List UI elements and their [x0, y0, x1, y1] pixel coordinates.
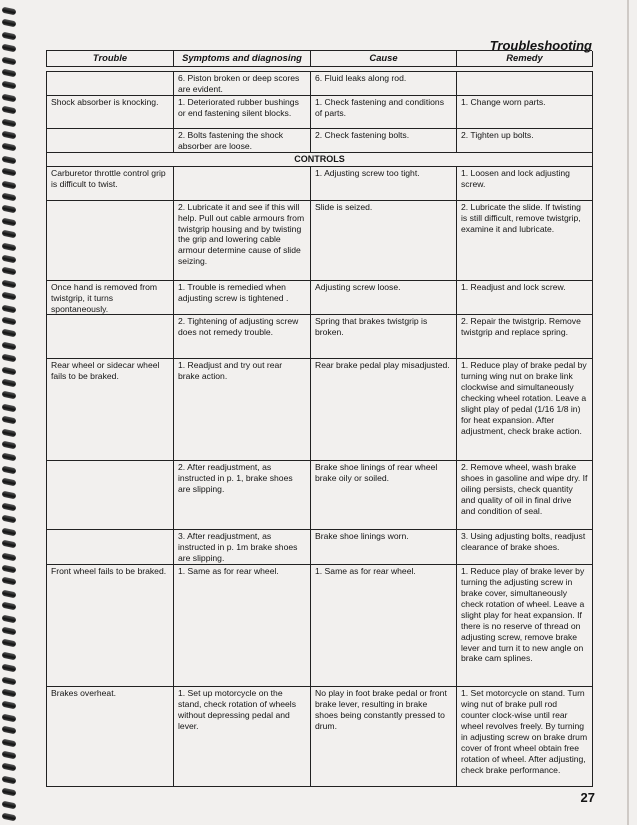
trouble-cell	[47, 72, 174, 96]
binding-coil	[2, 342, 17, 351]
binding-coil	[2, 391, 17, 400]
symptoms-cell: 3. After readjustment, as instructed in p. 1m brake shoes are slipping.	[174, 530, 311, 565]
cause-cell: Brake shoe linings of rear wheel brake oily or soiled.	[311, 461, 457, 530]
binding-coil	[2, 243, 17, 252]
binding-coil	[2, 218, 17, 227]
header-trouble: Trouble	[47, 51, 174, 67]
binding-coil	[2, 478, 17, 487]
page-number: 27	[580, 790, 595, 805]
remedy-cell: 1. Reduce play of brake lever by turning the adjusting screw in brake cover, simultaneously check rotation of wheel. Leave a slight play for heat expansion. If there is no reserve of thread on adjusting screw, remove brake lever and turn it to new angle on brake cam splines.	[457, 565, 593, 687]
binding-coil	[2, 416, 17, 425]
binding-coil	[2, 602, 17, 611]
binding-coil	[2, 639, 17, 648]
cause-cell: 1. Check fastening and conditions of parts.	[311, 95, 457, 128]
binding-coil	[2, 763, 17, 772]
symptoms-cell: 2. Tightening of adjusting screw does not remedy trouble.	[174, 315, 311, 359]
binding-coil	[2, 652, 17, 661]
trouble-cell: Brakes overheat.	[47, 687, 174, 787]
binding-coil	[2, 553, 17, 562]
table-row	[47, 687, 593, 787]
cause-cell: Spring that brakes twistgrip is broken.	[311, 315, 457, 359]
cause-cell: 1. Same as for rear wheel.	[311, 565, 457, 687]
table-row	[47, 72, 593, 96]
binding-coil	[2, 69, 17, 78]
cause-cell: 6. Fluid leaks along rod.	[311, 72, 457, 96]
binding-coil	[2, 193, 17, 202]
binding-coil	[2, 441, 17, 450]
binding-coil	[2, 503, 17, 512]
binding-coil	[2, 491, 17, 500]
table-row	[47, 315, 593, 359]
binding-coil	[2, 404, 17, 413]
binding-coil	[2, 156, 17, 165]
table-row	[47, 166, 593, 200]
symptoms-cell: 2. Lubricate it and see if this will help. Pull out cable armours from twistgrip housing and by twisting the grip and lowering cable armour determine cause of slide seizing.	[174, 200, 311, 280]
binding-coil	[2, 354, 17, 363]
trouble-cell: Rear wheel or sidecar wheel fails to be braked.	[47, 359, 174, 461]
binding-coil	[2, 801, 17, 810]
binding-coil	[2, 528, 17, 537]
trouble-cell: Carburetor throttle control grip is difficult to twist.	[47, 166, 174, 200]
remedy-cell: 1. Readjust and lock screw.	[457, 280, 593, 315]
symptoms-cell: 1. Same as for rear wheel.	[174, 565, 311, 687]
section-title: Troubleshooting	[489, 38, 592, 53]
table-row	[47, 530, 593, 565]
cause-cell: No play in foot brake pedal or front brake lever, resulting in brake shoes being constantly pressed to drum.	[311, 687, 457, 787]
binding-coil	[2, 44, 17, 53]
binding-coil	[2, 776, 17, 785]
binding-coil	[2, 677, 17, 686]
binding-coil	[2, 714, 17, 723]
page-edge	[627, 0, 629, 825]
trouble-cell: Once hand is removed from twistgrip, it turns spontaneously.	[47, 280, 174, 315]
section-label-controls: CONTROLS	[47, 152, 593, 166]
table-row	[47, 461, 593, 530]
remedy-cell: 2. Remove wheel, wash brake shoes in gasoline and wipe dry. If oiling persists, check quantity and quality of oil in final drive and condition of seal.	[457, 461, 593, 530]
spiral-binding	[0, 0, 26, 825]
binding-coil	[2, 689, 17, 698]
remedy-cell: 1. Loosen and lock adjusting screw.	[457, 166, 593, 200]
binding-coil	[2, 305, 17, 314]
remedy-cell: 1. Reduce play of brake pedal by turning wing nut on brake link clockwise and simultaneously checking wheel rotation. Leave a slight play of pedal (1/16 1/8 in) for heat expansion. After adjustment, check brake action.	[457, 359, 593, 461]
binding-coil	[2, 590, 17, 599]
cause-cell: Rear brake pedal play misadjusted.	[311, 359, 457, 461]
binding-coil	[2, 94, 17, 103]
symptoms-cell: 1. Deteriorated rubber bushings or end fastening silent blocks.	[174, 95, 311, 128]
header-cause: Cause	[311, 51, 457, 67]
binding-coil	[2, 515, 17, 524]
table-row	[47, 200, 593, 280]
symptoms-cell	[174, 166, 311, 200]
binding-coil	[2, 751, 17, 760]
header-remedy: Remedy	[457, 51, 593, 67]
binding-coil	[2, 143, 17, 152]
section-row-controls	[47, 152, 593, 166]
binding-coil	[2, 540, 17, 549]
table-row	[47, 359, 593, 461]
trouble-cell	[47, 461, 174, 530]
table-row	[47, 128, 593, 152]
symptoms-cell: 6. Piston broken or deep scores are evident.	[174, 72, 311, 96]
binding-coil	[2, 615, 17, 624]
binding-coil	[2, 131, 17, 140]
binding-coil	[2, 32, 17, 41]
symptoms-cell: 2. Bolts fastening the shock absorber are loose.	[174, 128, 311, 152]
binding-coil	[2, 701, 17, 710]
trouble-cell	[47, 530, 174, 565]
header-symptoms: Symptoms and diagnosing	[174, 51, 311, 67]
binding-coil	[2, 453, 17, 462]
binding-coil	[2, 168, 17, 177]
binding-coil	[2, 664, 17, 673]
binding-coil	[2, 7, 17, 16]
remedy-cell: 3. Using adjusting bolts, readjust clearance of brake shoes.	[457, 530, 593, 565]
trouble-cell	[47, 315, 174, 359]
table-row	[47, 280, 593, 315]
table-row	[47, 95, 593, 128]
binding-coil	[2, 119, 17, 128]
cause-cell: Slide is seized.	[311, 200, 457, 280]
remedy-cell: 1. Change worn parts.	[457, 95, 593, 128]
binding-coil	[2, 81, 17, 90]
cause-cell: Adjusting screw loose.	[311, 280, 457, 315]
remedy-cell: 2. Tighten up bolts.	[457, 128, 593, 152]
binding-coil	[2, 19, 17, 28]
table-row	[47, 565, 593, 687]
remedy-cell: 1. Set motorcycle on stand. Turn wing nut of brake pull rod counter clock-wise until rear wheel revolves freely. By turning in adjusting screw on brake drum cover of front wheel obtain free rotation of wheel. After adjusting, check brake performance.	[457, 687, 593, 787]
cause-cell: Brake shoe linings worn.	[311, 530, 457, 565]
binding-coil	[2, 106, 17, 115]
binding-coil	[2, 813, 17, 822]
binding-coil	[2, 317, 17, 326]
remedy-cell	[457, 72, 593, 96]
binding-coil	[2, 788, 17, 797]
binding-coil	[2, 267, 17, 276]
binding-coil	[2, 230, 17, 239]
binding-coil	[2, 181, 17, 190]
binding-coil	[2, 466, 17, 475]
binding-coil	[2, 205, 17, 214]
trouble-cell: Shock absorber is knocking.	[47, 95, 174, 128]
troubleshooting-table	[46, 51, 593, 787]
trouble-cell: Front wheel fails to be braked.	[47, 565, 174, 687]
binding-coil	[2, 739, 17, 748]
symptoms-cell: 1. Readjust and try out rear brake action.	[174, 359, 311, 461]
trouble-cell	[47, 200, 174, 280]
binding-coil	[2, 429, 17, 438]
binding-coil	[2, 379, 17, 388]
binding-coil	[2, 280, 17, 289]
trouble-cell	[47, 128, 174, 152]
binding-coil	[2, 726, 17, 735]
symptoms-cell: 2. After readjustment, as instructed in p. 1, brake shoes are slipping.	[174, 461, 311, 530]
binding-coil	[2, 565, 17, 574]
binding-coil	[2, 627, 17, 636]
cause-cell: 2. Check fastening bolts.	[311, 128, 457, 152]
remedy-cell: 2. Repair the twistgrip. Remove twistgrip and replace spring.	[457, 315, 593, 359]
binding-coil	[2, 292, 17, 301]
binding-coil	[2, 329, 17, 338]
header-row	[47, 51, 593, 67]
symptoms-cell: 1. Set up motorcycle on the stand, check rotation of wheels without depressing pedal and lever.	[174, 687, 311, 787]
cause-cell: 1. Adjusting screw too tight.	[311, 166, 457, 200]
binding-coil	[2, 57, 17, 66]
binding-coil	[2, 577, 17, 586]
binding-coil	[2, 255, 17, 264]
binding-coil	[2, 367, 17, 376]
symptoms-cell: 1. Trouble is remedied when adjusting screw is tightened .	[174, 280, 311, 315]
remedy-cell: 2. Lubricate the slide. If twisting is still difficult, remove twistgrip, examine it and lubricate.	[457, 200, 593, 280]
